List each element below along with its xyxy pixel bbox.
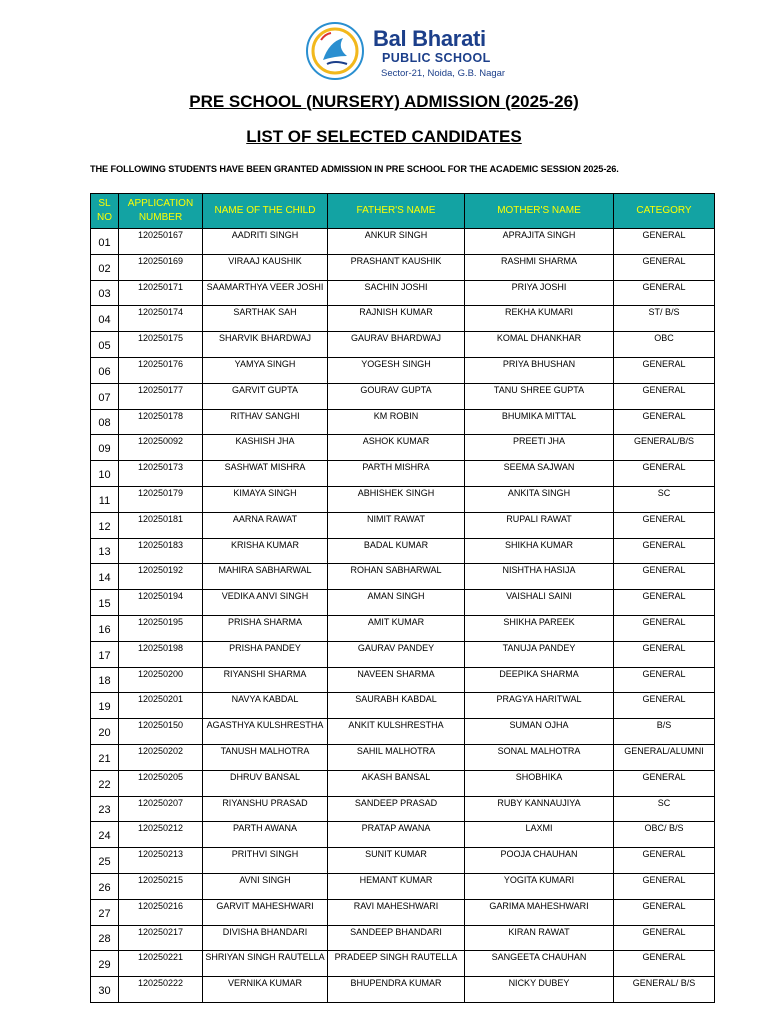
table-row <box>91 306 715 332</box>
row-child-name: MAHIRA SABHARWAL <box>203 564 328 590</box>
row-father-name: ANKIT KULSHRESTHA <box>328 719 465 745</box>
row-mother-name: PREETI JHA <box>465 435 614 461</box>
row-mother-name: SANGEETA CHAUHAN <box>465 951 614 977</box>
row-category: GENERAL <box>614 357 715 383</box>
row-child-name: SARTHAK SAH <box>203 306 328 332</box>
row-sl-no: 28 <box>91 925 119 951</box>
row-application-number: 120250192 <box>119 564 203 590</box>
school-emblem-icon <box>303 20 367 82</box>
row-father-name: ASHOK KUMAR <box>328 435 465 461</box>
row-application-number: 120250215 <box>119 873 203 899</box>
row-father-name: SUNIT KUMAR <box>328 848 465 874</box>
row-category: B/S <box>614 719 715 745</box>
row-category: OBC/ B/S <box>614 822 715 848</box>
table-row <box>91 254 715 280</box>
table-row <box>91 796 715 822</box>
row-application-number: 120250216 <box>119 899 203 925</box>
header-father-name: FATHER'S NAME <box>328 194 465 229</box>
table-row <box>91 332 715 358</box>
row-child-name: DIVISHA BHANDARI <box>203 925 328 951</box>
row-father-name: BHUPENDRA KUMAR <box>328 977 465 1003</box>
row-mother-name: REKHA KUMARI <box>465 306 614 332</box>
table-row <box>91 383 715 409</box>
row-category: SC <box>614 486 715 512</box>
row-child-name: RITHAV SANGHI <box>203 409 328 435</box>
row-application-number: 120250212 <box>119 822 203 848</box>
row-father-name: PRASHANT KAUSHIK <box>328 254 465 280</box>
row-father-name: AMAN SINGH <box>328 590 465 616</box>
table-row <box>91 229 715 255</box>
row-application-number: 120250181 <box>119 512 203 538</box>
row-sl-no: 20 <box>91 719 119 745</box>
row-application-number: 120250092 <box>119 435 203 461</box>
row-father-name: GOURAV GUPTA <box>328 383 465 409</box>
row-sl-no: 16 <box>91 615 119 641</box>
header-sl-line2: NO <box>97 212 112 223</box>
row-father-name: ANKUR SINGH <box>328 229 465 255</box>
table-row <box>91 564 715 590</box>
row-application-number: 120250174 <box>119 306 203 332</box>
row-father-name: SANDEEP PRASAD <box>328 796 465 822</box>
table-row <box>91 538 715 564</box>
row-application-number: 120250173 <box>119 461 203 487</box>
row-child-name: GARVIT MAHESHWARI <box>203 899 328 925</box>
row-mother-name: GARIMA MAHESHWARI <box>465 899 614 925</box>
row-application-number: 120250171 <box>119 280 203 306</box>
row-category: GENERAL <box>614 615 715 641</box>
row-mother-name: TANUJA PANDEY <box>465 641 614 667</box>
row-sl-no: 02 <box>91 254 119 280</box>
row-mother-name: PRAGYA HARITWAL <box>465 693 614 719</box>
row-application-number: 120250169 <box>119 254 203 280</box>
row-application-number: 120250200 <box>119 667 203 693</box>
row-application-number: 120250167 <box>119 229 203 255</box>
table-row <box>91 486 715 512</box>
table-row <box>91 951 715 977</box>
row-sl-no: 29 <box>91 951 119 977</box>
row-mother-name: SHIKHA KUMAR <box>465 538 614 564</box>
row-application-number: 120250178 <box>119 409 203 435</box>
table-row <box>91 744 715 770</box>
table-row <box>91 435 715 461</box>
row-mother-name: APRAJITA SINGH <box>465 229 614 255</box>
row-child-name: VIRAAJ KAUSHIK <box>203 254 328 280</box>
row-sl-no: 23 <box>91 796 119 822</box>
row-application-number: 120250179 <box>119 486 203 512</box>
school-name: Bal Bharati <box>373 26 486 51</box>
row-mother-name: POOJA CHAUHAN <box>465 848 614 874</box>
row-sl-no: 03 <box>91 280 119 306</box>
row-child-name: KRISHA KUMAR <box>203 538 328 564</box>
table-row <box>91 848 715 874</box>
row-father-name: SAHIL MALHOTRA <box>328 744 465 770</box>
row-application-number: 120250176 <box>119 357 203 383</box>
row-sl-no: 08 <box>91 409 119 435</box>
table-row <box>91 615 715 641</box>
row-category: GENERAL <box>614 925 715 951</box>
row-mother-name: SONAL MALHOTRA <box>465 744 614 770</box>
row-father-name: ABHISHEK SINGH <box>328 486 465 512</box>
row-application-number: 120250177 <box>119 383 203 409</box>
row-mother-name: TANU SHREE GUPTA <box>465 383 614 409</box>
row-father-name: HEMANT KUMAR <box>328 873 465 899</box>
row-sl-no: 27 <box>91 899 119 925</box>
row-category: GENERAL <box>614 641 715 667</box>
row-application-number: 120250183 <box>119 538 203 564</box>
row-category: GENERAL/ALUMNI <box>614 744 715 770</box>
row-child-name: PARTH AWANA <box>203 822 328 848</box>
row-category: SC <box>614 796 715 822</box>
row-category: GENERAL <box>614 538 715 564</box>
row-sl-no: 01 <box>91 229 119 255</box>
row-sl-no: 19 <box>91 693 119 719</box>
row-father-name: GAURAV PANDEY <box>328 641 465 667</box>
header-child-name: NAME OF THE CHILD <box>203 194 328 229</box>
table-row <box>91 461 715 487</box>
table-body <box>91 229 715 1003</box>
row-father-name: PRATAP AWANA <box>328 822 465 848</box>
row-sl-no: 07 <box>91 383 119 409</box>
row-child-name: DHRUV BANSAL <box>203 770 328 796</box>
table-row <box>91 512 715 538</box>
header-sl-no <box>91 194 119 229</box>
row-category: GENERAL <box>614 951 715 977</box>
row-application-number: 120250207 <box>119 796 203 822</box>
row-mother-name: SEEMA SAJWAN <box>465 461 614 487</box>
row-category: GENERAL <box>614 848 715 874</box>
row-mother-name: YOGITA KUMARI <box>465 873 614 899</box>
school-subtitle: PUBLIC SCHOOL <box>382 51 491 65</box>
row-father-name: BADAL KUMAR <box>328 538 465 564</box>
row-sl-no: 14 <box>91 564 119 590</box>
row-mother-name: PRIYA JOSHI <box>465 280 614 306</box>
row-child-name: RIYANSHU PRASAD <box>203 796 328 822</box>
row-application-number: 120250217 <box>119 925 203 951</box>
row-sl-no: 06 <box>91 357 119 383</box>
row-application-number: 120250201 <box>119 693 203 719</box>
row-mother-name: RUBY KANNAUJIYA <box>465 796 614 822</box>
row-child-name: AARNA RAWAT <box>203 512 328 538</box>
row-mother-name: BHUMIKA MITTAL <box>465 409 614 435</box>
row-application-number: 120250213 <box>119 848 203 874</box>
row-sl-no: 26 <box>91 873 119 899</box>
row-sl-no: 11 <box>91 486 119 512</box>
header-application-number <box>119 194 203 229</box>
row-sl-no: 15 <box>91 590 119 616</box>
row-category: GENERAL <box>614 229 715 255</box>
table-row <box>91 641 715 667</box>
row-child-name: AADRITI SINGH <box>203 229 328 255</box>
row-child-name: PRITHVI SINGH <box>203 848 328 874</box>
row-father-name: NAVEEN SHARMA <box>328 667 465 693</box>
row-category: ST/ B/S <box>614 306 715 332</box>
row-mother-name: SHOBHIKA <box>465 770 614 796</box>
row-father-name: GAURAV BHARDWAJ <box>328 332 465 358</box>
row-application-number: 120250150 <box>119 719 203 745</box>
row-category: GENERAL <box>614 899 715 925</box>
row-child-name: SAAMARTHYA VEER JOSHI <box>203 280 328 306</box>
table-row <box>91 873 715 899</box>
table-row <box>91 899 715 925</box>
table-row <box>91 357 715 383</box>
row-sl-no: 12 <box>91 512 119 538</box>
row-mother-name: KOMAL DHANKHAR <box>465 332 614 358</box>
row-sl-no: 17 <box>91 641 119 667</box>
row-sl-no: 30 <box>91 977 119 1003</box>
row-child-name: AVNI SINGH <box>203 873 328 899</box>
row-child-name: VERNIKA KUMAR <box>203 977 328 1003</box>
selected-candidates-table <box>90 193 715 1003</box>
row-category: GENERAL/B/S <box>614 435 715 461</box>
row-sl-no: 24 <box>91 822 119 848</box>
table-header-row <box>91 194 715 229</box>
table-row <box>91 590 715 616</box>
row-father-name: NIMIT RAWAT <box>328 512 465 538</box>
table-row <box>91 667 715 693</box>
row-category: GENERAL <box>614 693 715 719</box>
row-mother-name: NISHTHA HASIJA <box>465 564 614 590</box>
row-mother-name: RASHMI SHARMA <box>465 254 614 280</box>
table-row <box>91 977 715 1003</box>
header-mother-name: MOTHER'S NAME <box>465 194 614 229</box>
row-category: GENERAL <box>614 667 715 693</box>
row-child-name: SHARVIK BHARDWAJ <box>203 332 328 358</box>
row-category: GENERAL/ B/S <box>614 977 715 1003</box>
row-mother-name: SUMAN OJHA <box>465 719 614 745</box>
row-child-name: RIYANSHI SHARMA <box>203 667 328 693</box>
row-mother-name: DEEPIKA SHARMA <box>465 667 614 693</box>
row-category: GENERAL <box>614 280 715 306</box>
table-row <box>91 925 715 951</box>
row-father-name: AKASH BANSAL <box>328 770 465 796</box>
table-row <box>91 280 715 306</box>
row-sl-no: 04 <box>91 306 119 332</box>
row-category: GENERAL <box>614 873 715 899</box>
row-application-number: 120250198 <box>119 641 203 667</box>
row-child-name: GARVIT GUPTA <box>203 383 328 409</box>
row-application-number: 120250202 <box>119 744 203 770</box>
row-category: GENERAL <box>614 254 715 280</box>
row-category: GENERAL <box>614 383 715 409</box>
row-sl-no: 25 <box>91 848 119 874</box>
row-category: OBC <box>614 332 715 358</box>
row-application-number: 120250205 <box>119 770 203 796</box>
row-sl-no: 21 <box>91 744 119 770</box>
row-mother-name: SHIKHA PAREEK <box>465 615 614 641</box>
row-father-name: RAVI MAHESHWARI <box>328 899 465 925</box>
intro-text: THE FOLLOWING STUDENTS HAVE BEEN GRANTED ADMISSION IN PRE SCHOOL FOR THE ACADEMIC SESSION 2025-26. <box>90 164 619 174</box>
row-child-name: AGASTHYA KULSHRESTHA <box>203 719 328 745</box>
row-category: GENERAL <box>614 409 715 435</box>
row-child-name: PRISHA PANDEY <box>203 641 328 667</box>
row-father-name: KM ROBIN <box>328 409 465 435</box>
row-child-name: NAVYA KABDAL <box>203 693 328 719</box>
row-category: GENERAL <box>614 590 715 616</box>
row-child-name: PRISHA SHARMA <box>203 615 328 641</box>
row-father-name: ROHAN SABHARWAL <box>328 564 465 590</box>
row-application-number: 120250221 <box>119 951 203 977</box>
row-category: GENERAL <box>614 770 715 796</box>
row-sl-no: 09 <box>91 435 119 461</box>
row-mother-name: KIRAN RAWAT <box>465 925 614 951</box>
row-father-name: RAJNISH KUMAR <box>328 306 465 332</box>
row-application-number: 120250222 <box>119 977 203 1003</box>
table-row <box>91 409 715 435</box>
row-sl-no: 22 <box>91 770 119 796</box>
row-category: GENERAL <box>614 564 715 590</box>
row-mother-name: NICKY DUBEY <box>465 977 614 1003</box>
row-mother-name: VAISHALI SAINI <box>465 590 614 616</box>
row-sl-no: 18 <box>91 667 119 693</box>
table-row <box>91 719 715 745</box>
row-application-number: 120250175 <box>119 332 203 358</box>
row-mother-name: RUPALI RAWAT <box>465 512 614 538</box>
row-mother-name: PRIYA BHUSHAN <box>465 357 614 383</box>
school-logo <box>303 20 506 84</box>
table-row <box>91 693 715 719</box>
row-application-number: 120250195 <box>119 615 203 641</box>
header-sl-line1: SL <box>98 198 111 209</box>
row-child-name: SHRIYAN SINGH RAUTELLA <box>203 951 328 977</box>
row-application-number: 120250194 <box>119 590 203 616</box>
row-father-name: PRADEEP SINGH RAUTELLA <box>328 951 465 977</box>
header-category: CATEGORY <box>614 194 715 229</box>
page-title: PRE SCHOOL (NURSERY) ADMISSION (2025-26) <box>189 92 579 111</box>
row-child-name: VEDIKA ANVI SINGH <box>203 590 328 616</box>
header-app-line1: APPLICATION <box>127 198 194 209</box>
row-mother-name: LAXMI <box>465 822 614 848</box>
row-mother-name: ANKITA SINGH <box>465 486 614 512</box>
row-sl-no: 10 <box>91 461 119 487</box>
row-child-name: SASHWAT MISHRA <box>203 461 328 487</box>
page-subtitle: LIST OF SELECTED CANDIDATES <box>246 127 522 146</box>
row-father-name: SAURABH KABDAL <box>328 693 465 719</box>
row-sl-no: 13 <box>91 538 119 564</box>
row-category: GENERAL <box>614 512 715 538</box>
row-father-name: AMIT KUMAR <box>328 615 465 641</box>
school-address: Sector-21, Noida, G.B. Nagar <box>381 68 506 79</box>
row-sl-no: 05 <box>91 332 119 358</box>
row-father-name: SANDEEP BHANDARI <box>328 925 465 951</box>
row-child-name: KASHISH JHA <box>203 435 328 461</box>
row-category: GENERAL <box>614 461 715 487</box>
header-app-line2: NUMBER <box>138 212 183 223</box>
row-father-name: SACHIN JOSHI <box>328 280 465 306</box>
row-child-name: KIMAYA SINGH <box>203 486 328 512</box>
row-father-name: PARTH MISHRA <box>328 461 465 487</box>
row-child-name: TANUSH MALHOTRA <box>203 744 328 770</box>
table-row <box>91 770 715 796</box>
table-row <box>91 822 715 848</box>
row-child-name: YAMYA SINGH <box>203 357 328 383</box>
row-father-name: YOGESH SINGH <box>328 357 465 383</box>
